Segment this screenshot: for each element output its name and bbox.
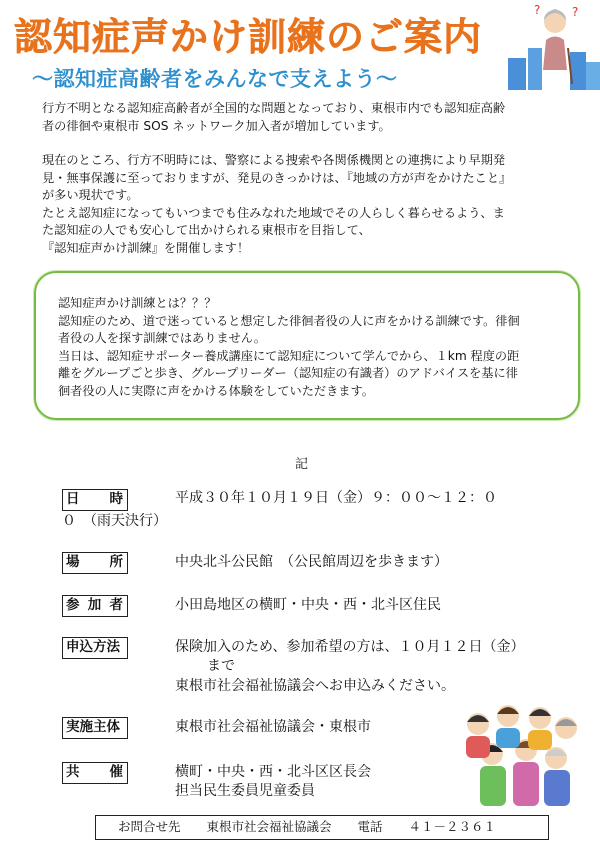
cosponsor-label: 共 催 — [62, 762, 128, 784]
place-label: 場 所 — [62, 552, 128, 574]
ki-heading: 記 — [295, 457, 309, 472]
svg-text:?: ? — [572, 5, 579, 19]
cosponsor-value-cont: 担当民生委員児童委員 — [175, 783, 315, 799]
apply-label: 申込方法 — [62, 637, 128, 659]
organizer-value: 東根市社会福祉協議会・東根市 — [175, 719, 371, 735]
place-value: 中央北斗公民館 （公民館周辺を歩きます） — [175, 554, 448, 570]
crowd-illustration — [456, 694, 586, 806]
participants-label: 参 加 者 — [62, 595, 128, 617]
contact-org: 東根市社会福祉協議会 — [206, 819, 332, 834]
intro-line: 現在のところ、行方不明時には、警察による捜索や各関係機関との連携により早期発 — [42, 153, 506, 167]
date-value-cont: ０ （雨天決行） — [62, 513, 167, 529]
elderly-woman-illustration — [500, 0, 600, 90]
apply-value: 保険加入のため、参加希望の方は、１０月１２日（金） — [175, 639, 525, 655]
definition-line: 者役の人を探す訓練ではありません。 — [58, 331, 266, 345]
definition-box — [34, 271, 580, 420]
svg-text:?: ? — [534, 3, 541, 17]
contact-phone-label: 電話 — [357, 819, 383, 834]
definition-line: 認知症のため、道で迷っていると想定した徘徊者役の人に声をかける訓練です。徘徊 — [58, 313, 520, 328]
cosponsor-value: 横町・中央・西・北斗区区長会 — [175, 764, 371, 780]
participants-value: 小田島地区の横町・中央・西・北斗区住民 — [175, 597, 441, 613]
intro-line: 者の徘徊や東根市 SOS ネットワーク加入者が増加しています。 — [42, 118, 391, 133]
intro-line: 見・無事保護に至っておりますが、発見のきっかけは、『地域の方が声をかけたこと』 — [42, 170, 512, 185]
definition-line: 離をグループごと歩き、グループリーダー（認知症の有識者）のアドバイスを基に徘 — [58, 366, 518, 380]
page-title: 認知症声かけ訓練のご案内 — [14, 15, 483, 59]
intro-line: 『認知症声かけ訓練』を開催します！ — [42, 240, 250, 255]
organizer-label: 実施主体 — [62, 717, 128, 739]
date-value: 平成３０年１０月１９日（金）９：００～１２：０ — [175, 490, 497, 506]
definition-heading: 認知症声かけ訓練とは？？？ — [58, 296, 217, 310]
intro-line: たとえ認知症になってもいつまでも住みなれた地域でその人らしく暮らせるよう、ま — [42, 205, 505, 220]
contact-phone: ４１－２３６１ — [408, 819, 497, 834]
intro-line: が多い現状です。 — [42, 188, 139, 202]
page-subtitle: ～認知症高齢者をみんなで支えよう～ — [32, 67, 398, 91]
intro-line: 行方不明となる認知症高齢者が全国的な問題となっており、東根市内でも認知症高齢 — [42, 101, 506, 115]
definition-line: 当日は、認知症サポーター養成講座にて認知症について学んでから、１km 程度の距 — [58, 348, 520, 363]
date-label: 日 時 — [62, 489, 128, 511]
contact-label: お問合せ先 — [118, 819, 181, 834]
intro-line: た認知症の人でも安心して出かけられる東根市を目指して、 — [42, 223, 371, 237]
definition-line: 徊者役の人に実際に声をかける体験をしていただきます。 — [58, 383, 374, 398]
apply-value-cont: まで — [207, 658, 235, 674]
apply-value-cont: 東根市社会福祉協議会へお申込みください。 — [175, 678, 455, 694]
contact-box — [95, 815, 549, 840]
